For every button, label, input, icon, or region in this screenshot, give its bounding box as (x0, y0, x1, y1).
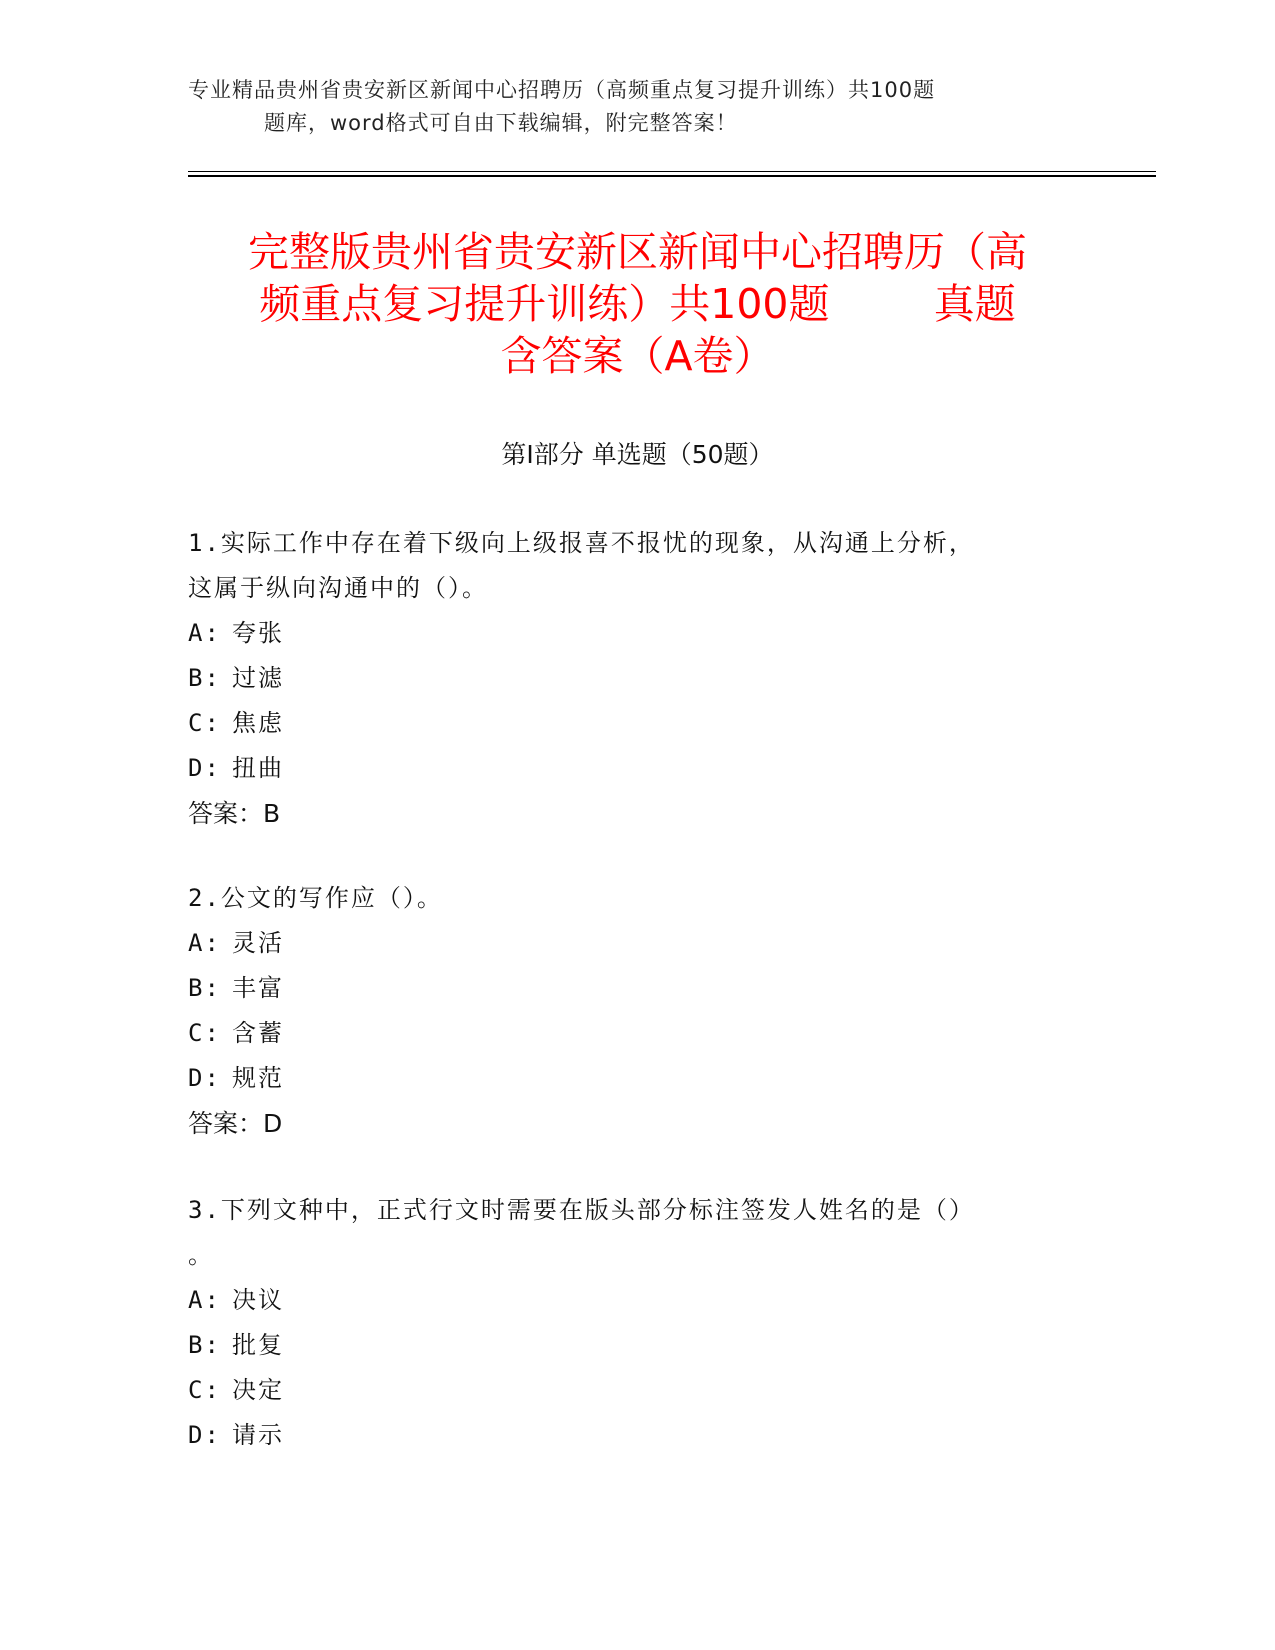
question-1-stem-line1: 1.实际工作中存在着下级向上级报喜不报忧的现象，从沟通上分析， (188, 529, 975, 557)
question-3-stem-line1: 3.下列文种中，正式行文时需要在版头部分标注签发人姓名的是（） (188, 1196, 975, 1224)
header-note (188, 74, 1048, 140)
question-2-answer: 答案：D (188, 1109, 283, 1138)
option-key: C: (188, 709, 221, 737)
question-2-option-d (188, 1056, 1088, 1101)
option-text: 批复 (232, 1331, 284, 1359)
title-line3: 含答案（A卷） (500, 332, 775, 380)
option-text: 决定 (232, 1376, 284, 1404)
option-key: C: (188, 1376, 221, 1404)
option-key: A: (188, 1286, 221, 1314)
section-heading: 第Ⅰ部分 单选题（50题） (501, 440, 774, 469)
title-line1: 完整版贵州省贵安新区新闻中心招聘历（高 (248, 228, 1027, 276)
header-rule-thin (188, 171, 1156, 172)
option-key: D: (188, 1064, 221, 1092)
question-2-option-b (188, 966, 1088, 1011)
question-3-option-b (188, 1323, 1088, 1368)
option-text: 决议 (232, 1286, 284, 1314)
option-key: B: (188, 974, 221, 1002)
option-text: 扭曲 (232, 754, 284, 782)
title-line2: 频重点复习提升训练）共100题 真题 (259, 280, 1016, 328)
option-text: 请示 (232, 1421, 284, 1449)
option-key: D: (188, 754, 221, 782)
question-1-option-b (188, 656, 1088, 701)
question-2 (188, 876, 1088, 1146)
question-2-option-c (188, 1011, 1088, 1056)
question-3 (188, 1188, 1088, 1458)
option-key: A: (188, 619, 221, 647)
question-3-stem-line2: 。 (188, 1241, 214, 1269)
document-title (150, 226, 1125, 382)
option-text: 含蓄 (232, 1019, 284, 1047)
question-3-option-c (188, 1368, 1088, 1413)
question-3-option-a (188, 1278, 1088, 1323)
option-key: B: (188, 1331, 221, 1359)
option-text: 规范 (232, 1064, 284, 1092)
option-text: 过滤 (232, 664, 284, 692)
question-2-option-a (188, 921, 1088, 966)
option-text: 夸张 (232, 619, 284, 647)
question-3-option-d (188, 1413, 1088, 1458)
question-1 (188, 521, 1088, 836)
option-text: 焦虑 (232, 709, 284, 737)
question-2-stem: 2.公文的写作应（）。 (188, 884, 443, 912)
option-key: D: (188, 1421, 221, 1449)
question-1-option-a (188, 611, 1088, 656)
option-key: B: (188, 664, 221, 692)
option-text: 丰富 (232, 974, 284, 1002)
option-text: 灵活 (232, 929, 284, 957)
header-note-line1: 专业精品贵州省贵安新区新闻中心招聘历（高频重点复习提升训练）共100题 (188, 78, 936, 102)
header-note-line2: 题库，word格式可自由下载编辑，附完整答案！ (264, 111, 738, 135)
question-1-option-d (188, 746, 1088, 791)
question-1-answer: 答案：B (188, 799, 281, 828)
option-key: A: (188, 929, 221, 957)
question-1-option-c (188, 701, 1088, 746)
question-1-stem-line2: 这属于纵向沟通中的（）。 (188, 574, 488, 602)
header-rule-thick (188, 175, 1156, 177)
option-key: C: (188, 1019, 221, 1047)
